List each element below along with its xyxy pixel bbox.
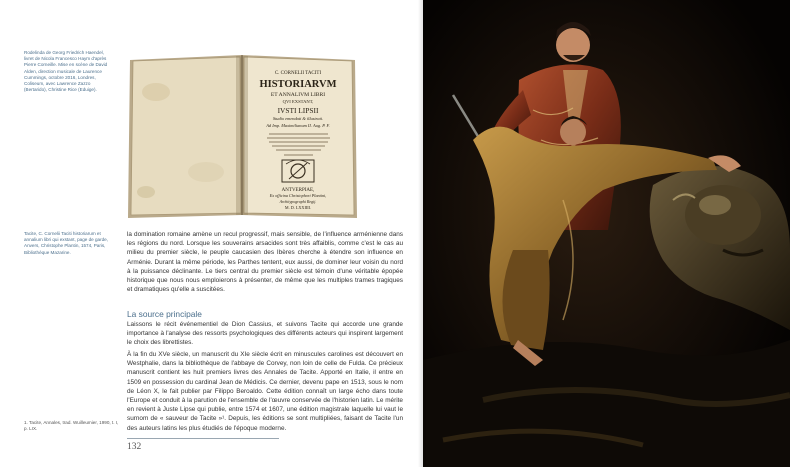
- body-paragraph-1: la domination romaine amène un recul progressif, mais sensible, de l'influence arménienne dans les régions du nord. Lorsque les souverains arsacides sont très affaiblis, comme c'est le cas au milieu du premier siècle, le peuple caucasien des Ibères cherche à étendre son influence en Arménie. Durant la même période, les Parthes tentent, eux aussi, de dominer leur voisin du nord à la puissance déclinante. Le tiers central du premier siècle est témoin d'une véritable épopée historique que nous nous emploierons à présenter, de même que les multiples trames tragiques et dramatiques qu'elle a suscitées.: [127, 231, 403, 294]
- title-line-2: HISTORIARVM: [259, 79, 337, 90]
- title-line-11: M. D. LXXIIII.: [284, 205, 312, 210]
- book-caption: Tacite, C. Cornelii Taciti historiarum et annalium libri qui exstant, page de garde, Anvers, Christophe Plantin, 1574, Paris, Bibliothèque Mazarine.: [24, 231, 109, 255]
- title-line-1: C. CORNELII TACITI: [274, 71, 322, 76]
- opera-scene-image: [423, 0, 790, 467]
- page-number: 132: [127, 442, 142, 452]
- body-paragraph-3: [127, 350, 403, 433]
- body-paragraph-3-text: À la fin du XVe siècle, un manuscrit du XIe siècle écrit en minuscules carolines est découvert en Westphalie, dans la bibliothèque de l'abbaye de Corvey, non loin de celle de Fulda. Ce précieux manuscrit contient les huit premiers livres des Annales de Tacite. Apporté en Italie, il entre en 1509 en possession du cardinal Jean de Médicis. Ce dernier, devenu pape en 1513, sous le nom de Léon X, le fait publier par Filippo Beroaldo. Cette édition connaît un large écho dans toute l'Europe et conduit à la parution de l'ensemble de l'œuvre conservée de l'historien latin. Le mérite en revient à Juste Lipse qui publie, entre 1574 et 1607, une édition magistrale laquelle lui vaut le surnom de « sauveur de Tacite »¹. Depuis, les éditions se sont multipliées, faisant de Tacite l'un des auteurs latins les plus étudiés de l'époque moderne.: [127, 351, 403, 432]
- title-line-6: Studio emendati & illustrati.: [272, 116, 324, 121]
- section-heading: La source principale: [127, 309, 202, 319]
- stage-photo: [423, 0, 790, 467]
- book-gutter-shadow: [418, 0, 426, 467]
- printer-device: [282, 160, 314, 182]
- photo-caption: Rodelinda de Georg Friedrich Haendel, livret de Nicola Francesco Haym d'après Pierre Corneille. Mise en scène de David Alden, direction musicale de Laurence Cummings, octobre 2016, Londres, Coliseum, avec Lawrence Zazzo (Bertarido), Christine Rice (Eduige).: [24, 50, 108, 93]
- title-line-5: IVSTI LIPSII: [277, 106, 319, 115]
- title-line-4: QVI EXSTANT,: [282, 99, 314, 104]
- title-line-7: Ad Imp. Maximilianum II. Aug. P. F.: [266, 123, 330, 128]
- footnote: 1. Tacite, Annales, trad. Wuilleumier, 1990, t. I, p. LIX.: [24, 420, 119, 431]
- title-line-8: ANTVERPIAE,: [281, 188, 315, 193]
- title-line-9: Ex officina Christophori Plantini,: [269, 193, 327, 198]
- book-image: [126, 52, 359, 222]
- title-line-10: Architypographi Regij.: [279, 199, 317, 204]
- title-line-3: ET ANNALIVM LIBRI: [270, 92, 326, 98]
- body-paragraph-2: Laissons le récit événementiel de Dion Cassius, et suivons Tacite qui accorde une grande importance à l'analyse des ressorts psychologiques des différents acteurs qui inspirent largement le choix des librettistes.: [127, 321, 403, 347]
- footer-rule: [127, 438, 279, 439]
